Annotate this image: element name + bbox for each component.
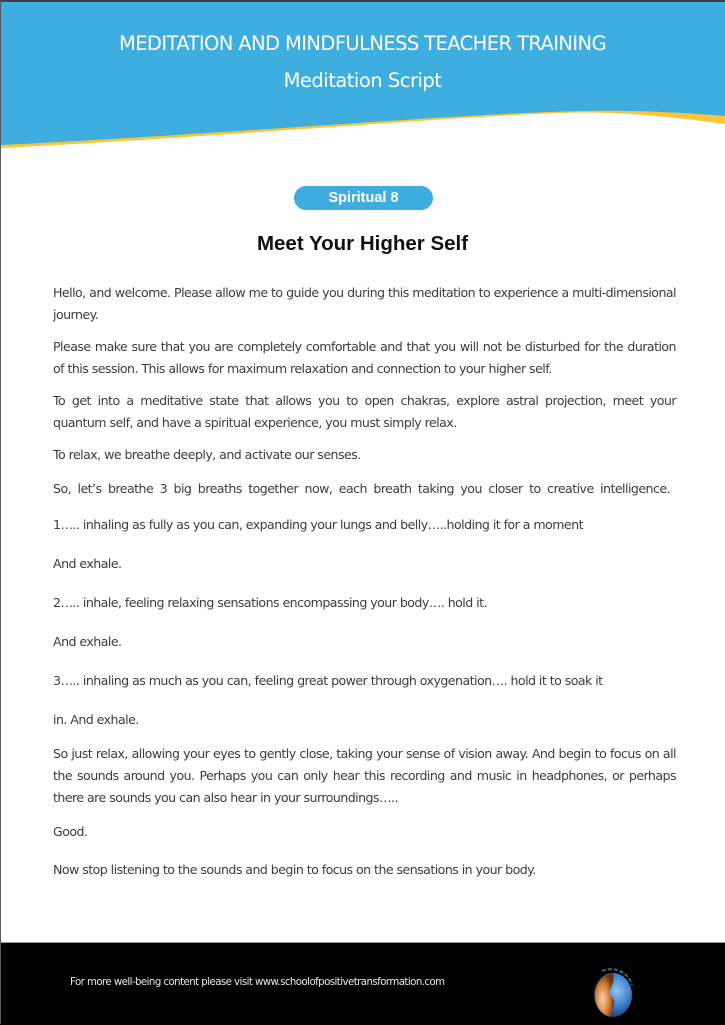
document-title: Meet Your Higher Self: [256, 232, 469, 255]
paragraph: So, let’s breathe 3 big breaths together now, each breath taking you closer to creative intelligence.: [53, 481, 671, 496]
paragraph: So just relax, allowing your eyes to gently close, taking your sense of vision away. And begin to focus on all the sounds around you. Perhaps you can only hear this recording and music in headphones, or perhaps there are sounds you can also hear in your surroundings…..: [53, 746, 676, 805]
category-badge: Spiritual 8: [294, 186, 433, 210]
paragraph: in. And exhale.: [53, 712, 139, 727]
header-subtitle: Meditation Script: [283, 69, 442, 92]
paragraph: Please make sure that you are completely comfortable and that you will not be disturbed for the duration of this session. This allows for maximum relaxation and connection to your higher self.: [53, 339, 676, 376]
paragraph: To relax, we breathe deeply, and activate our senses.: [53, 447, 361, 462]
paragraph: And exhale.: [53, 634, 122, 649]
paragraph: Hello, and welcome. Please allow me to guide you during this meditation to experience a multi-dimensional journey.: [53, 285, 676, 322]
footer: [0, 942, 725, 1025]
header-banner: [0, 0, 725, 160]
paragraph: 3….. inhaling as much as you can, feeling great power through oxygenation…. hold it to soak it: [53, 673, 603, 688]
globe-logo-icon: [582, 961, 642, 1021]
paragraph: Now stop listening to the sounds and begin to focus on the sensations in your body.: [53, 862, 536, 877]
header-title: MEDITATION AND MINDFULNESS TEACHER TRAINING: [118, 32, 607, 55]
paragraph: Good.: [53, 824, 88, 839]
footer-website-text: For more well-being content please visit www.schoolofpositivetransformation.com: [70, 977, 445, 988]
paragraph: 1….. inhaling as fully as you can, expanding your lungs and belly…..holding it for a moment: [53, 517, 583, 532]
paragraph: And exhale.: [53, 556, 122, 571]
script-body: [53, 282, 676, 881]
paragraph: To get into a meditative state that allows you to open chakras, explore astral projection, meet your quantum self, and have a spiritual experience, you must simply relax.: [53, 393, 676, 430]
paragraph: 2….. inhale, feeling relaxing sensations encompassing your body…. hold it.: [53, 595, 487, 610]
